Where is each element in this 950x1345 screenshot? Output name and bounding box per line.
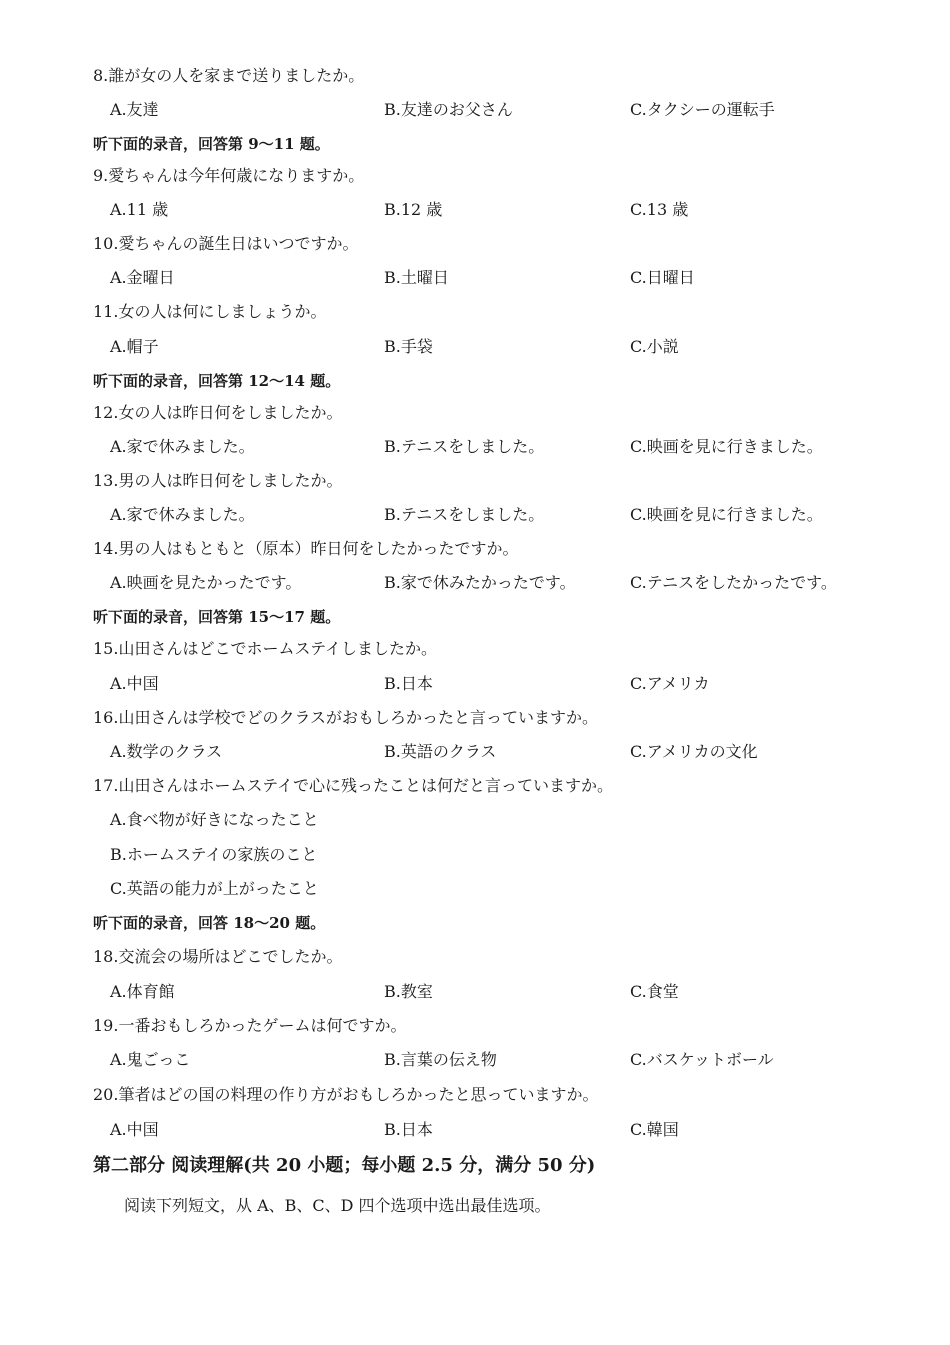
question-20: 20.筆者はどの国の料理の作り方がおもしろかったと思っていますか。: [93, 1085, 599, 1104]
option-12-a: A.家で休みました。: [110, 437, 255, 456]
option-11-b: B.手袋: [384, 337, 433, 356]
option-11-c: C.小説: [630, 337, 679, 356]
question-9: 9.愛ちゃんは今年何歳になりますか。: [93, 166, 365, 185]
option-8-b: B.友達のお父さん: [384, 100, 513, 119]
option-15-c: C.アメリカ: [630, 674, 710, 693]
option-20-b: B.日本: [384, 1120, 433, 1139]
reading-instruction: 阅读下列短文，从 A、B、C、D 四个选项中选出最佳选项。: [124, 1196, 551, 1215]
option-18-b: B.教室: [384, 982, 433, 1001]
option-13-a: A.家で休みました。: [110, 505, 255, 524]
option-16-c: C.アメリカの文化: [630, 742, 758, 761]
option-10-a: A.金曜日: [110, 268, 175, 287]
option-9-c: C.13 歳: [630, 200, 689, 219]
option-16-b: B.英語のクラス: [384, 742, 497, 761]
option-12-c: C.映画を見に行きました。: [630, 437, 823, 456]
option-12-b: B.テニスをしました。: [384, 437, 545, 456]
option-17-c: C.英語の能力が上がったこと: [110, 879, 319, 898]
question-10: 10.愛ちゃんの誕生日はいつですか。: [93, 234, 359, 253]
option-10-c: C.日曜日: [630, 268, 695, 287]
question-8: 8.誰が女の人を家まで送りましたか。: [93, 66, 365, 85]
instruction-15-17: 听下面的录音，回答第 15～17 题。: [93, 608, 341, 626]
option-16-a: A.数学のクラス: [110, 742, 223, 761]
instruction-18-20: 听下面的录音，回答 18～20 题。: [93, 914, 326, 932]
option-14-a: A.映画を見たかったです。: [110, 573, 302, 592]
option-15-b: B.日本: [384, 674, 433, 693]
question-14: 14.男の人はもともと（原本）昨日何をしたかったですか。: [93, 539, 519, 558]
question-12: 12.女の人は昨日何をしましたか。: [93, 403, 343, 422]
option-8-a: A.友達: [110, 100, 159, 119]
option-19-a: A.鬼ごっこ: [110, 1050, 191, 1069]
option-13-b: B.テニスをしました。: [384, 505, 545, 524]
instruction-12-14: 听下面的录音，回答第 12～14 题。: [93, 372, 341, 390]
option-17-a: A.食べ物が好きになったこと: [110, 810, 319, 829]
question-19: 19.一番おもしろかったゲームは何ですか。: [93, 1016, 407, 1035]
option-20-c: C.韓国: [630, 1120, 679, 1139]
question-16: 16.山田さんは学校でどのクラスがおもしろかったと言っていますか。: [93, 708, 598, 727]
question-13: 13.男の人は昨日何をしましたか。: [93, 471, 343, 490]
option-19-c: C.バスケットボール: [630, 1050, 774, 1069]
option-14-c: C.テニスをしたかったです。: [630, 573, 837, 592]
question-11: 11.女の人は何にしましょうか。: [93, 302, 327, 321]
option-19-b: B.言葉の伝え物: [384, 1050, 497, 1069]
question-17: 17.山田さんはホームステイで心に残ったことは何だと言っていますか。: [93, 776, 614, 795]
option-9-b: B.12 歳: [384, 200, 443, 219]
option-13-c: C.映画を見に行きました。: [630, 505, 823, 524]
question-18: 18.交流会の場所はどこでしたか。: [93, 947, 343, 966]
question-15: 15.山田さんはどこでホームステイしましたか。: [93, 639, 438, 658]
option-17-b: B.ホームステイの家族のこと: [110, 845, 318, 864]
option-20-a: A.中国: [110, 1120, 159, 1139]
option-11-a: A.帽子: [110, 337, 159, 356]
option-8-c: C.タクシーの運転手: [630, 100, 775, 119]
instruction-9-11: 听下面的录音，回答第 9～11 题。: [93, 135, 330, 153]
option-14-b: B.家で休みたかったです。: [384, 573, 576, 592]
option-18-c: C.食堂: [630, 982, 679, 1001]
option-9-a: A.11 歳: [110, 200, 169, 219]
option-10-b: B.土曜日: [384, 268, 449, 287]
option-15-a: A.中国: [110, 674, 159, 693]
option-18-a: A.体育館: [110, 982, 175, 1001]
part-two-heading: 第二部分 阅读理解(共 20 小题；每小题 2.5 分，满分 50 分): [93, 1155, 596, 1176]
